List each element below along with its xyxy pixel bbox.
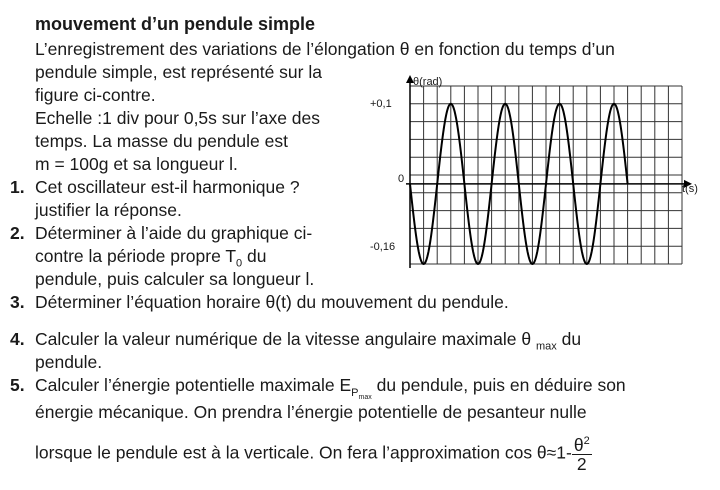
question-1-line-1: Cet oscillateur est-il harmonique ? [35, 177, 300, 197]
question-2-line-3: pendule, puis calculer sa longueur l. [35, 269, 315, 289]
question-4-line-2: pendule. [35, 352, 103, 372]
question-3-line-1: Déterminer l’équation horaire θ(t) du mouvement du pendule. [35, 292, 509, 312]
intro-line-4: Echelle :1 div pour 0,5s sur l’axe des [35, 108, 321, 128]
question-5-line-1: Calculer l’énergie potentielle maximale $E_{P_{max}}$ du pendule, puis en déduire son [35, 375, 626, 401]
question-4-line-1: Calculer la valeur numérique de la vitesse angulaire maximale θ $_{max}$ du [35, 329, 582, 353]
question-5-line-3: lorsque le pendule est à la verticale. On fera l’approximation cos θ≈1- $\frac{\theta^2}{2}$ [35, 432, 592, 476]
question-5-line-2: énergie mécanique. On prendra l’énergie potentielle de pesanteur nulle [35, 402, 587, 422]
question-1-line-2: justifier la réponse. [35, 200, 182, 220]
pendulum-graph [360, 72, 700, 272]
intro-line-1: L’enregistrement des variations de l’élongation θ en fonction du temps d’un [35, 39, 615, 59]
intro-line-6: m = 100g et sa longueur l. [35, 154, 238, 174]
x-axis-label: t(s) [682, 183, 698, 195]
intro-line-3: figure ci-contre. [35, 85, 156, 105]
y-tick-label-bottom: -0,16 [370, 241, 396, 253]
y-tick-label-top: +0,1 [370, 98, 392, 110]
question-2-line-1: Déterminer à l’aide du graphique ci- [35, 223, 313, 243]
y-axis-label: θ(rad) [413, 76, 443, 88]
question-3-number: 3. [10, 292, 25, 312]
exercise-title: mouvement d’un pendule simple [35, 14, 316, 34]
question-1-number: 1. [10, 177, 25, 197]
fraction-theta-squared-over-two: $\frac{\theta^2}{2}$ [572, 432, 592, 473]
question-2-number: 2. [10, 223, 25, 243]
question-4-number: 4. [10, 329, 25, 349]
intro-line-5: temps. La masse du pendule est [35, 131, 288, 151]
intro-line-2: pendule simple, est représenté sur la [35, 62, 322, 82]
question-5-number: 5. [10, 375, 25, 395]
y-tick-label-zero: 0 [398, 173, 405, 185]
question-2-line-2: contre la période propre $T_0$ du [35, 246, 267, 270]
